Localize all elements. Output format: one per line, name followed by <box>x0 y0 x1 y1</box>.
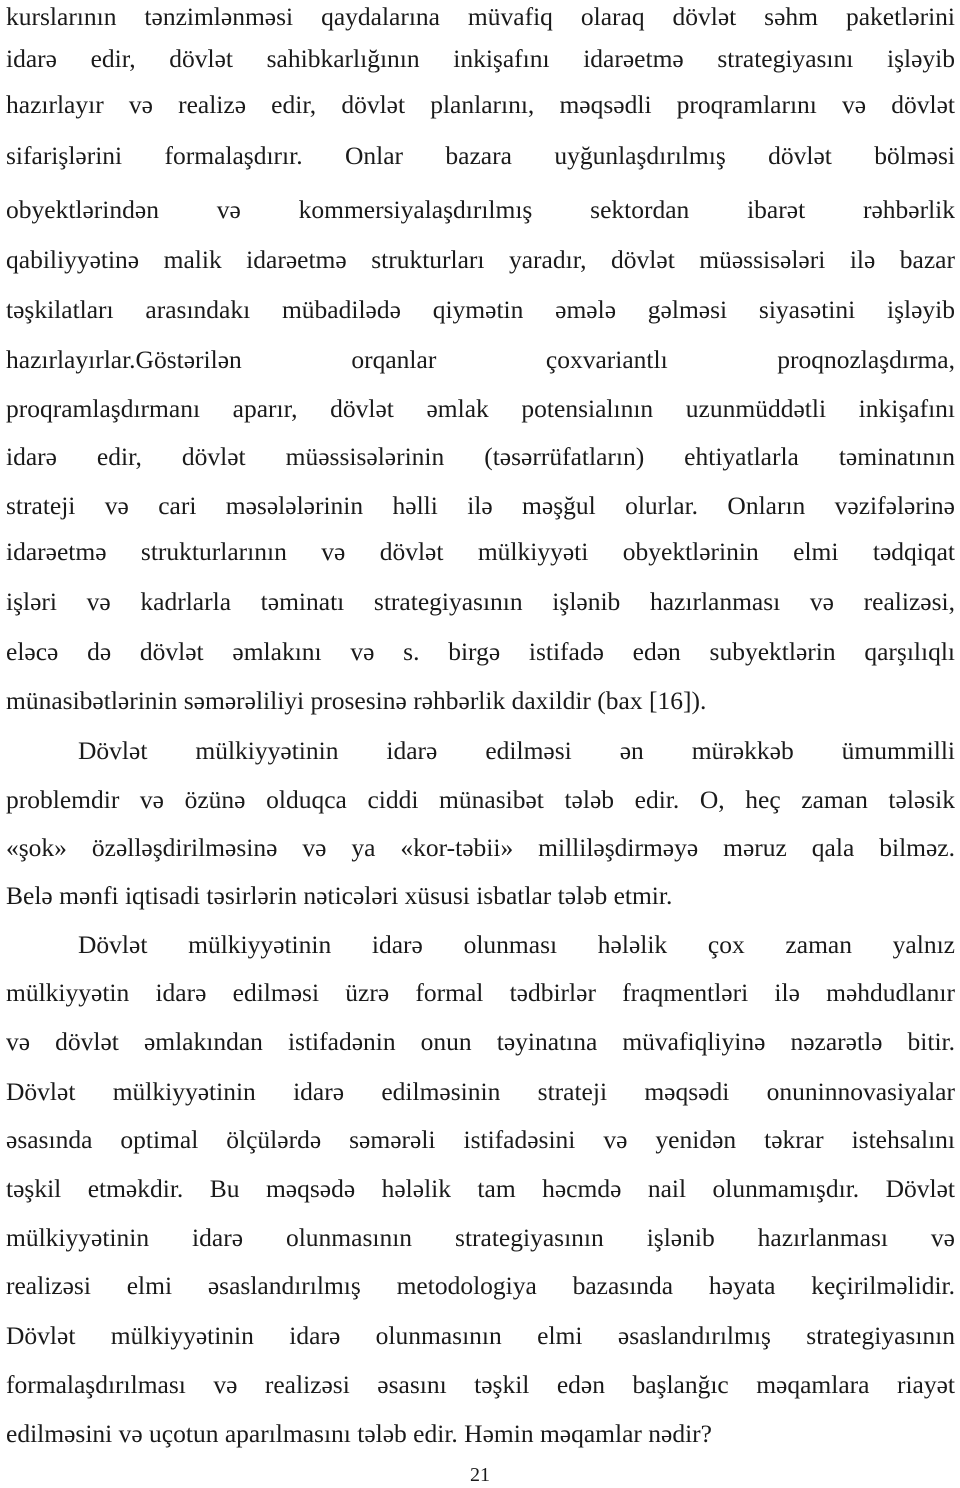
page-number: 21 <box>470 1464 490 1486</box>
paragraph-first-line: Dövlət mülkiyyətinin idarə olunması hələlik çox zaman yalnız <box>78 930 955 959</box>
text-line: problemdir və özünə olduqca ciddi münasibət tələb edir. O, heç zaman tələsik <box>6 785 955 814</box>
text-line: sifarişlərini formalaşdırır. Onlar bazara uyğunlaşdırılmış dövlət bölməsi <box>6 141 955 170</box>
text-line: mülkiyyətin idarə edilməsi üzrə formal tədbirlər fraqmentləri ilə məhdudlanır <box>6 978 955 1007</box>
text-line: «şok» özəlləşdirilməsinə və ya «kor-təbii» milliləşdirməyə məruz qala bilməz. <box>6 833 955 862</box>
text-line: formalaşdırılması və realizəsi əsasını təşkil edən başlanğıc məqamlara riayət <box>6 1370 955 1399</box>
text-line: edilməsini və uçotun aparılmasını tələb edir. Həmin məqamlar nədir? <box>6 1419 712 1448</box>
text-line: əsasında optimal ölçülərdə səmərəli istifadəsini və yenidən təkrar istehsalını <box>6 1125 955 1154</box>
text-line: işləri və kadrlarla təminatı strategiyasının işlənib hazırlanması və realizəsi, <box>6 587 955 616</box>
paragraph-first-line: Dövlət mülkiyyətinin idarə edilməsi ən mürəkkəb ümummilli <box>78 736 955 765</box>
text-line: realizəsi elmi əsaslandırılmış metodologiya bazasında həyata keçirilməlidir. <box>6 1271 955 1300</box>
text-line: təşkilatları arasındakı mübadilədə qiymətin əmələ gəlməsi siyasətini işləyib <box>6 295 955 324</box>
text-line: idarə edir, dövlət sahibkarlığının inkişafını idarəetmə strategiyasını işləyib <box>6 44 955 73</box>
text-line: kurslarının tənzimlənməsi qaydalarına müvafiq olaraq dövlət səhm paketlərini <box>6 2 955 31</box>
text-line: hazırlayır və realizə edir, dövlət planlarını, məqsədli proqramlarını və dövlət <box>6 90 955 119</box>
text-line: və dövlət əmlakından istifadənin onun təyinatına müvafiqliyinə nəzarətlə bitir. <box>6 1027 955 1056</box>
text-line: münasibətlərinin səmərəliliyi prosesinə rəhbərlik daxildir (bax [16]). <box>6 686 707 715</box>
text-line: eləcə də dövlət əmlakını və s. birgə istifadə edən subyektlərin qarşılıqlı <box>6 637 955 666</box>
text-line: qabiliyyətinə malik idarəetmə strukturları yaradır, dövlət müəssisələri ilə bazar <box>6 245 955 274</box>
text-line: Belə mənfi iqtisadi təsirlərin nəticələri xüsusi isbatlar tələb etmir. <box>6 881 673 910</box>
text-line: obyektlərindən və kommersiyalaşdırılmış sektordan ibarət rəhbərlik <box>6 195 955 224</box>
text-line: proqramlaşdırmanı aparır, dövlət əmlak potensialının uzunmüddətli inkişafını <box>6 394 955 423</box>
text-line: strateji və cari məsələlərinin həlli ilə məşğul olurlar. Onların vəzifələrinə <box>6 491 955 520</box>
text-line: Dövlət mülkiyyətinin idarə edilməsinin strateji məqsədi onuninnovasiyalar <box>6 1077 955 1106</box>
text-line: Dövlət mülkiyyətinin idarə olunmasının elmi əsaslandırılmış strategiyasının <box>6 1321 955 1350</box>
text-line: təşkil etməkdir. Bu məqsədə hələlik tam həcmdə nail olunmamışdır. Dövlət <box>6 1174 955 1203</box>
text-line: hazırlayırlar.Göstərilən orqanlar çoxvariantlı proqnozlaşdırma, <box>6 345 955 374</box>
text-line: idarəetmə strukturlarının və dövlət mülkiyyəti obyektlərinin elmi tədqiqat <box>6 537 955 566</box>
text-line: idarə edir, dövlət müəssisələrinin (təsərrüfatların) ehtiyatlarla təminatının <box>6 442 955 471</box>
text-line: mülkiyyətinin idarə olunmasının strategiyasının işlənib hazırlanması və <box>6 1223 955 1252</box>
